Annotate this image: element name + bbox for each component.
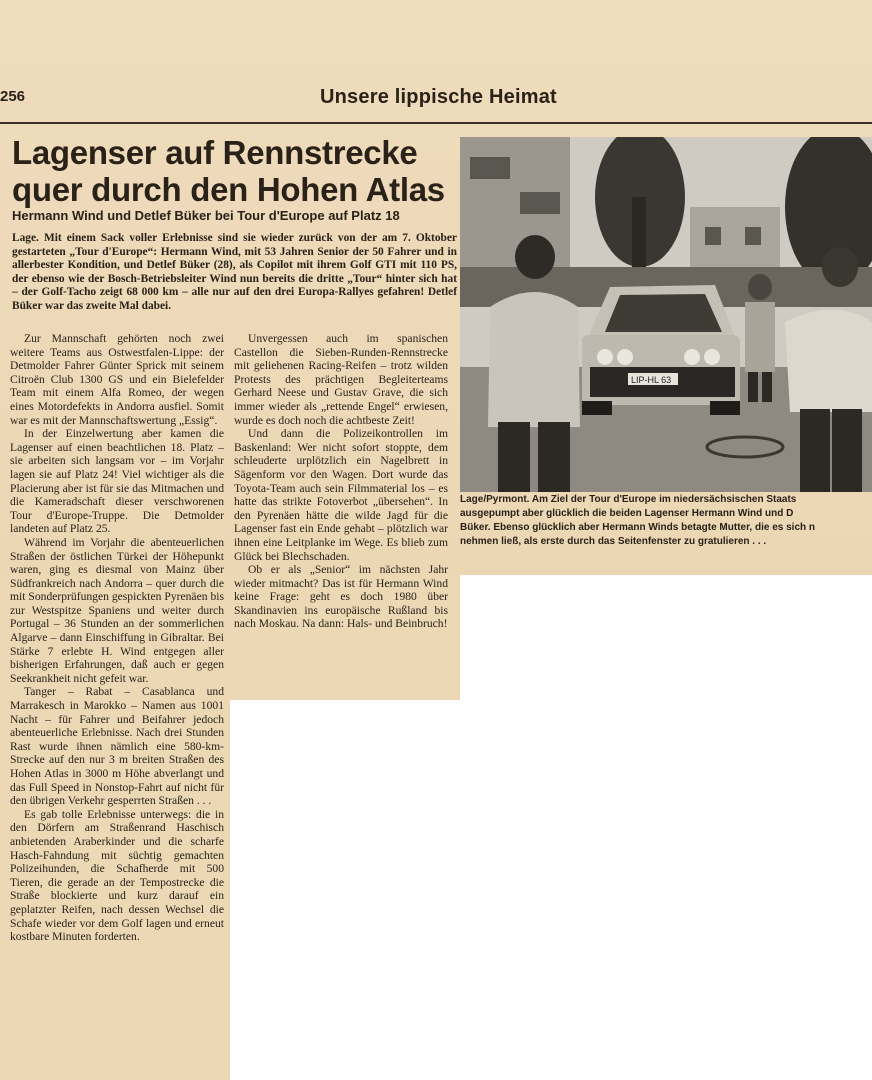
paragraph: Es gab tolle Erlebnisse unterwegs: die in den Dörfern am Straßenrand Haschisch anbietenden Araberkinder und die scharfe Hasch-Fahndung mit süchtig gemachten Polizeihunden, die Schafherde mit 500 Tieren, die gerade an der Tempostrecke die Straße blockierte und kurz darauf ein geplatzter Reifen, nach dessen Wechsel die Schafe wieder vor dem Golf lagen und erneut kostbare Minuten forderten. [10, 807, 224, 944]
caption-line: Büker. Ebenso glücklich aber Hermann Winds betagte Mutter, die es sich n [460, 522, 815, 533]
headline-line-1: Lagenser auf Rennstrecke [12, 134, 418, 171]
caption-line: nehmen ließ, als erste durch das Seitenfenster zu gratulieren . . . [460, 536, 767, 547]
lead-paragraph: Lage. Mit einem Sack voller Erlebnisse sind sie wieder zurück von der am 7. Oktober gestarteten „Tour d'Europe“: Hermann Wind, mit 53 Jahren Senior der 50 Fahrer und in allerbester Kondition, und Detlef Büker (28), als Copilot mit ihrem Golf GTI mit 110 PS, der ebenso wie der Bosch-Betriebsleiter Wind nun bereits die dritte „Tour“ hinter sich hat – der Golf-Tacho zeigt 68 000 km – alle nur auf den drei Europa-Rallyes gefahren! Detlef Büker war das zweite Mal dabei. [12, 232, 457, 312]
headline-line-2: quer durch den Hohen Atlas [12, 171, 445, 208]
paragraph: Und dann die Polizeikontrollen im Baskenland: Wer nicht sofort stoppte, dem schleuderte urplötzlich ein Nagelbrett in Sägenform vor den Wagen. Dort wurde das Toyota-Team auch sein Filmmaterial los – es hatte das strikte Fotoverbot „übersehen“. In den Pyrenäen hätte die wilde Jagd für die Lagenser fast ein Ende gehabt – plötzlich war ihnen eine Leitplanke im Wege. Es blieb zum Glück bei Blechschaden. [234, 427, 448, 563]
headline [12, 134, 457, 208]
caption-line: ausgepumpt aber glücklich die beiden Lagenser Hermann Wind und D [460, 508, 794, 519]
header-rule [0, 122, 872, 124]
license-plate: LIP-HL 63 [631, 375, 672, 385]
background-lower [230, 700, 460, 1080]
rally-finish-photo [460, 137, 872, 492]
caption-line: Lage/Pyrmont. Am Ziel der Tour d'Europe im niedersächsischen Staats [460, 494, 797, 505]
paragraph: In der Einzelwertung aber kamen die Lagenser auf einen beachtlichen 18. Platz – sie arbeiten sich langsam vor – im Vorjahr lagen sie auf Platz 24! Viel wichtiger als die Placierung aber ist für sie das Mitmachen und die Kameradschaft dieser verschworenen Tour d'Europe-Truppe. Die Detmolder landeten auf Platz 25. [10, 427, 224, 536]
photo-illustration [460, 137, 872, 492]
background [460, 575, 872, 1080]
paragraph: Tanger – Rabat – Casablanca und Marrakesch in Marokko – Namen aus 1001 Nacht – für Fahrer und Beifahrer jedoch abenteuerliche Erlebnisse. Nach drei Stunden Rast wurde ihnen nämlich eine 580-km-Strecke auf den nur 3 m breiten Straßen des Hohen Atlas in 3000 m Höhe abverlangt und das Full Speed in Nonstop-Fahrt auf nicht für den übrigen Verkehr gesperrten Straßen . . . [10, 685, 224, 808]
subheadline: Hermann Wind und Detlef Büker bei Tour d'Europe auf Platz 18 [12, 208, 400, 223]
paragraph: Während im Vorjahr die abenteuerlichen Straßen der östlichen Türkei der Höhepunkt waren, ging es diesmal von Mainz über Südfrankreich nach Andorra – quer durch die mit Sonderprüfungen gespickten Pyrenäen bis zur Westspitze Spaniens und weiter durch Portugal – 36 Stunden an der sommerlichen Algarve – dann Einschiffung in Gibraltar. Bei Stärke 7 erlebte H. Wind entgegen aller bisherigen Erfahrungen, daß auch er gegen Seekrankheit nicht gefeit war. [10, 535, 224, 685]
article-column-1 [10, 332, 224, 944]
paragraph: Zur Mannschaft gehörten noch zwei weitere Teams aus Ostwestfalen-Lippe: der Detmolder Fahrer Günter Sprick mit seinem Citroën Club 1300 GS und ein Bielefelder Team mit einem Alfa Romeo, der wegen eines Motordefekts in Andorra ausfiel. Somit war es mit der Mannschaftswertung „Essig“. [10, 332, 224, 427]
paragraph: Unvergessen auch im spanischen Castellon die Sieben-Runden-Rennstrecke mit geliehenen Racing-Reifen – trotz wilden Protests des prächtigen Begleiterteams Gerhard Neese und Gustav Grave, die sich immer wieder als „rettende Engel“ erwiesen, wurde es doch noch die achtbeste Zeit! [234, 332, 448, 427]
article-column-2 [234, 332, 448, 631]
section-title: Unsere lippische Heimat [320, 86, 557, 108]
photo-caption [460, 493, 872, 549]
page-number: 256 [0, 88, 26, 105]
paragraph: Ob er als „Senior“ im nächsten Jahr wieder mitmacht? Das ist für Hermann Wind keine Frage: geht es doch 1980 über Skandinavien ins europäische Rußland bis nach Moskau. Na dann: Hals- und Beinbruch! [234, 563, 448, 631]
